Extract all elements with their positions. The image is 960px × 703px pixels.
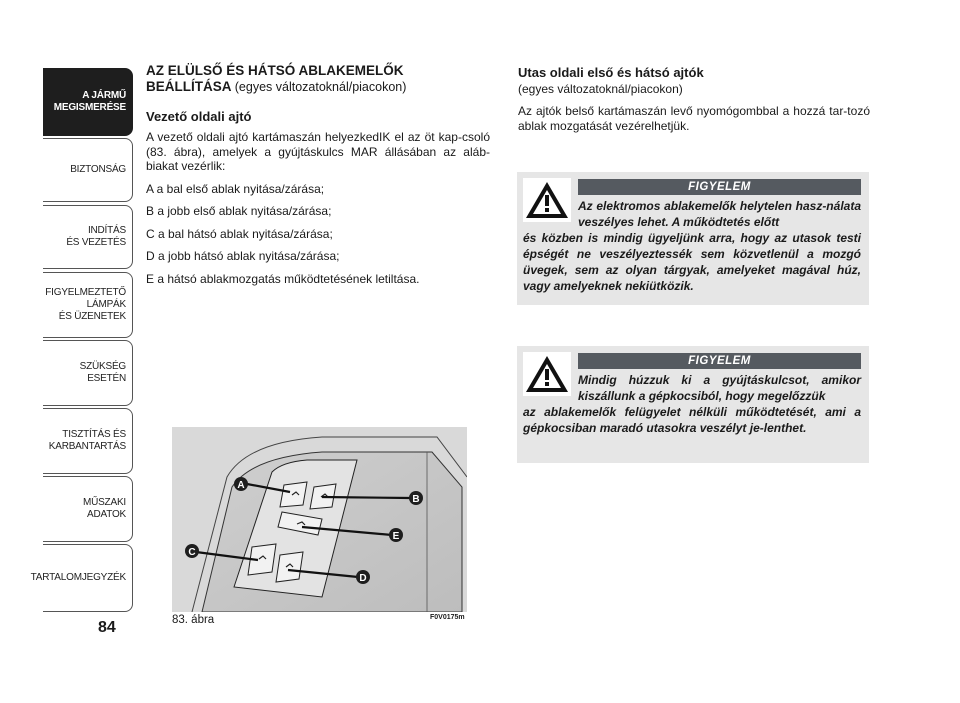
warning-text-rest: és közben is mindig ügyeljünk arra, hogy az utasok testi épségét ne veszélyeztessék sem közvetlenül a mozgó üvegek, sem az olyan tárgyak, amelyeket magával húz, vagy amelyeknek nekiütközik. — [523, 231, 861, 293]
section-title-line2: BEÁLLÍTÁSA — [146, 79, 231, 94]
intro-paragraph: A vezető oldali ajtó kartámaszán helyezkedIK el az öt kap-csoló (83. ábra), amelyek a gyújtáskulcs MAR állásában az aláb-biakat vezérlik: — [146, 130, 490, 173]
list-item: E a hátsó ablakmozgatás működtetésének letiltása. — [146, 271, 420, 286]
page-number: 84 — [98, 619, 116, 636]
warning-label: FIGYELEM — [578, 353, 861, 369]
switch-d — [276, 552, 303, 582]
list-item: C a bal hátsó ablak nyitása/zárása; — [146, 226, 333, 241]
section-title-note: (egyes változatoknál/piacokon) — [234, 80, 407, 94]
list-item: B a jobb első ablak nyitása/zárása; — [146, 204, 332, 218]
callout-e-label: E — [392, 531, 400, 542]
left-column — [146, 63, 490, 294]
warning-text-lead: Mindig húzzuk ki a gyújtáskulcsot, amikor kiszállunk a gépkocsiból, hogy megelőzzük — [578, 373, 861, 403]
figure-caption: 83. ábra — [172, 614, 215, 626]
tab-tisztitas-es-karbantartas[interactable]: TISZTÍTÁS ÉS KARBANTARTÁS — [43, 408, 133, 474]
warning-text — [523, 372, 861, 436]
list-item: D a jobb hátsó ablak nyitása/zárása; — [146, 249, 340, 263]
callout-d-label: D — [359, 573, 367, 584]
warning-label: FIGYELEM — [578, 179, 861, 195]
list-item: A a bal első ablak nyitása/zárása; — [146, 181, 325, 196]
callout-a-label: A — [237, 480, 245, 491]
section-title — [146, 63, 490, 95]
tab-figyelmezteto-lampak[interactable]: FIGYELMEZTETŐ LÁMPÁK ÉS ÜZENETEK — [43, 272, 133, 338]
right-title: Utas oldali első és hátsó ajtók — [518, 65, 704, 80]
subheading: Vezető oldali ajtó — [146, 109, 252, 124]
section-title-line1: AZ ELÜLSŐ ÉS HÁTSÓ ABLAKEMELŐK — [146, 63, 404, 78]
right-column — [518, 65, 870, 141]
tab-muszaki-adatok[interactable]: MŰSZAKI ADATOK — [43, 476, 133, 542]
figure-code: F0V0175m — [430, 614, 465, 621]
callout-c-label: C — [188, 547, 196, 558]
warning-text-rest: az ablakemelők felügyelet nélküli működtetését, ami a gépkocsiban maradó utasokra veszélyt je-lenthet. — [523, 405, 861, 435]
warning-text-lead: Az elektromos ablakemelők helytelen hasz-nálata veszélyes lehet. A működtetés előtt — [578, 199, 861, 229]
tab-biztonsag[interactable]: BIZTONSÁG — [43, 138, 133, 202]
window-switch-panel-illustration — [172, 427, 467, 612]
callout-b-label: B — [412, 494, 420, 505]
warning-text — [523, 198, 861, 294]
warning-box — [517, 172, 869, 305]
switch-a — [280, 482, 307, 507]
right-subtitle: (egyes változatoknál/piacokon) — [518, 82, 683, 96]
tab-tartalomjegyzek[interactable]: TARTALOMJEGYZÉK — [43, 544, 133, 612]
tab-a-jarmu-megismerese[interactable]: A JÁRMŰ MEGISMERÉSE — [43, 68, 133, 136]
tab-szukseg-eseten[interactable]: SZÜKSÉG ESETÉN — [43, 340, 133, 406]
tab-inditas-es-vezetes[interactable]: INDÍTÁS ÉS VEZETÉS — [43, 205, 133, 269]
warning-box — [517, 346, 869, 463]
figure-83 — [172, 427, 467, 612]
right-paragraph: Az ajtók belső kartámaszán levő nyomógombbal a hozzá tar-tozó ablak mozgatását vezérelhetjük. — [518, 104, 870, 133]
